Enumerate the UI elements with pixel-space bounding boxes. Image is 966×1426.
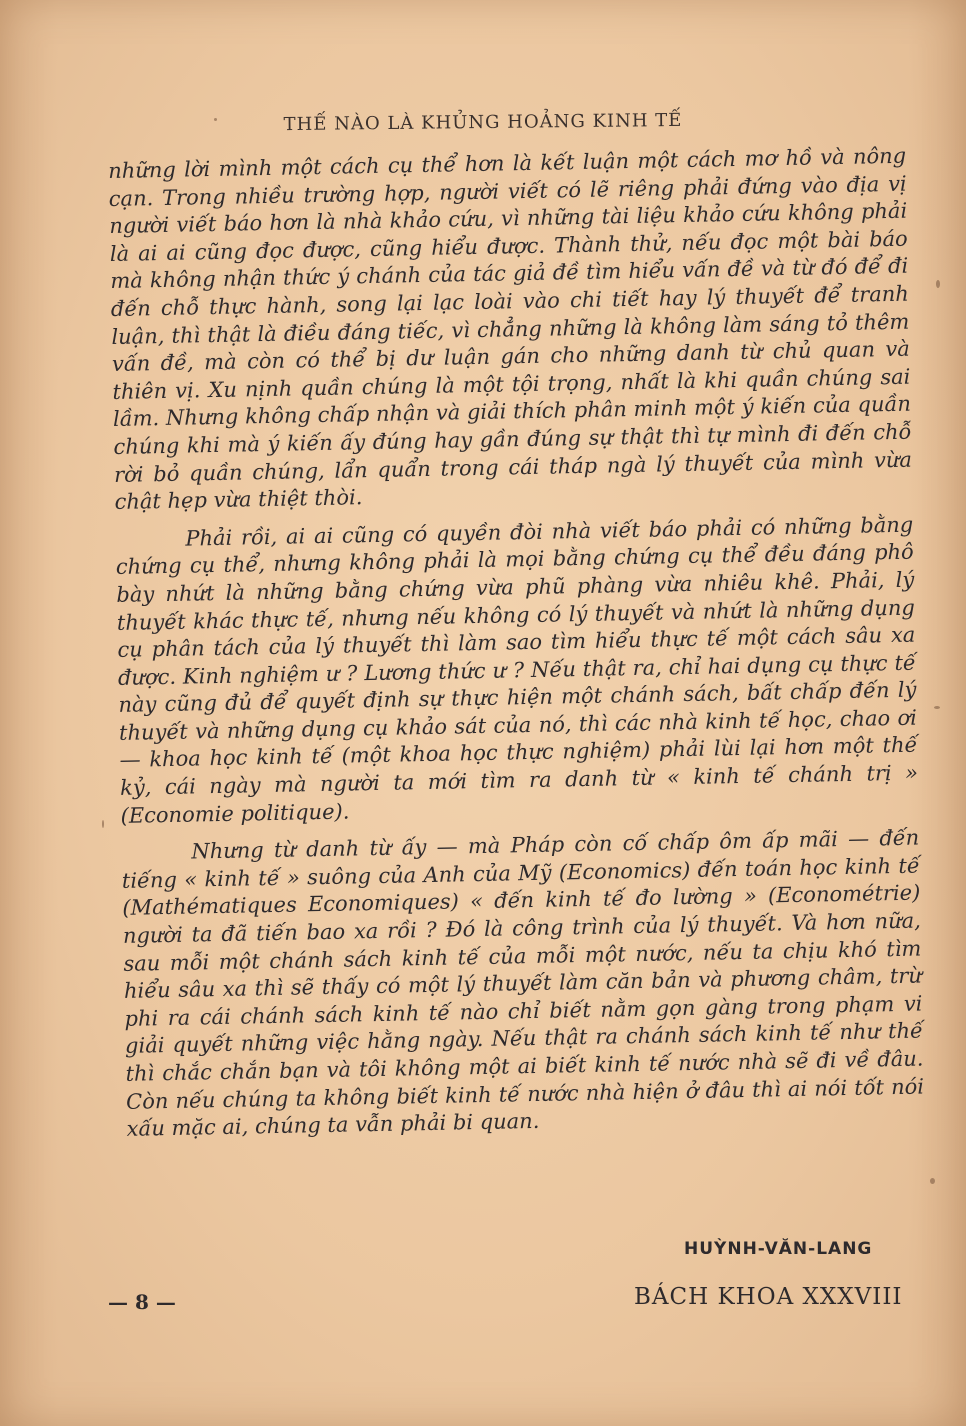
paragraph-2: Phải rồi, ai ai cũng có quyền đòi nhà viết báo phải có những bằng chứng cụ thể, nhưng không phải là mọi bằng chứng cụ thể đều đáng phô bày nhứt là những bằng chứng vừa phũ phàng vừa nhiêu khê. Phải, lý thuyết khác thực tế, nhưng nếu không có lý thuyết và nhứt là những dụng cụ phân tách của lý thuyết thì làm sao tìm hiểu thực tế một cách sâu xa được. Kinh nghiệm ư ? Lương thức ư ? Nếu thật ra, chỉ hai dụng cụ thực tế này cũng đủ để quyết định sự thực hiện một chánh sách, bất chấp đến lý thuyết và những dụng cụ khảo sát của nó, thì các nhà kinh tế học, chao ơi — khoa học kinh tế (một khoa học thực nghiệm) phải lùi lại hơn một thế kỷ, cái ngày mà người ta mới tìm ra danh từ « kinh tế chánh trị » (Economie politique). <box>115 512 919 828</box>
article-body <box>108 143 925 1144</box>
page-number: — 8 — <box>108 1290 176 1314</box>
paragraph-1: những lời mình một cách cụ thể hơn là kết luận một cách mơ hồ và nông cạn. Trong nhiều trường hợp, người viết có lẽ riêng phải đứng vào địa vị người viết báo hơn là nhà khảo cứu, vì những tài liệu khảo cứu không phải là ai ai cũng đọc được, cũng hiểu được. Thành thử, nếu đọc một bài báo mà không nhận thức ý chánh của tác giả đề tìm hiểu vấn đề và từ đó để đi đến chỗ thực hành, song lại lạc loài vào chi tiết hay lý thuyết để tranh luận, thì thật là điều đáng tiếc, vì chẳng những là không làm sáng tỏ thêm vấn đề, mà còn có thể bị dư luận gán cho những danh từ chủ quan và thiên vị. Xu nịnh quần chúng là một tội trọng, nhất là khi quần chúng sai lầm. Nhưng không chấp nhận và giải thích phân minh một ý kiến của quần chúng khi mà ý kiến ấy đúng hay gần đúng sự thật thì tự mình đi đến chỗ rời bỏ quần chúng, lẩn quẩn trong cái tháp ngà lý thuyết của mình vừa chật hẹp vừa thiệt thòi. <box>108 143 913 515</box>
running-title: THẾ NÀO LÀ KHỦNG HOẢNG KINH TẾ <box>283 109 683 136</box>
paper-speck <box>936 280 940 288</box>
author-signature: HUỲNH-VĂN-LANG <box>684 1239 873 1259</box>
journal-name: BÁCH KHOA XXXVIII <box>634 1284 903 1310</box>
paragraph-3: Nhưng từ danh từ ấy — mà Pháp còn cố chấp ôm ấp mãi — đến tiếng « kinh tế » suông của Anh của Mỹ (Economics) đến toán học kinh tế (Mathématiques Economiques) « đến kinh tế đo lường » (Econométrie) người ta đã tiến bao xa rồi ? Đó là công trình của lý thuyết. Và hơn nữa, sau mỗi một chánh sách kinh tế của mỗi một nước, nếu ta chịu khó tìm hiểu sâu xa thì sẽ thấy có một lý thuyết làm căn bản và phương châm, trừ phi ra cái chánh sách kinh tế nào chỉ biết nằm gọn gàng trong phạm vi giải quyết những việc hằng ngày. Nếu thật ra chánh sách kinh tế như thế thì chắc chắn bạn và tôi không một ai biết kinh tế nước nhà sẽ đi về đâu. Còn nếu chúng ta không biết kinh tế nước nhà hiện ở đâu thì ai nói tốt nói xấu mặc ai, chúng ta vẫn phải bi quan. <box>121 825 925 1142</box>
paper-speck <box>934 706 940 709</box>
paper-speck <box>930 1178 935 1184</box>
paper-speck <box>102 820 104 828</box>
paper-speck <box>214 118 217 121</box>
